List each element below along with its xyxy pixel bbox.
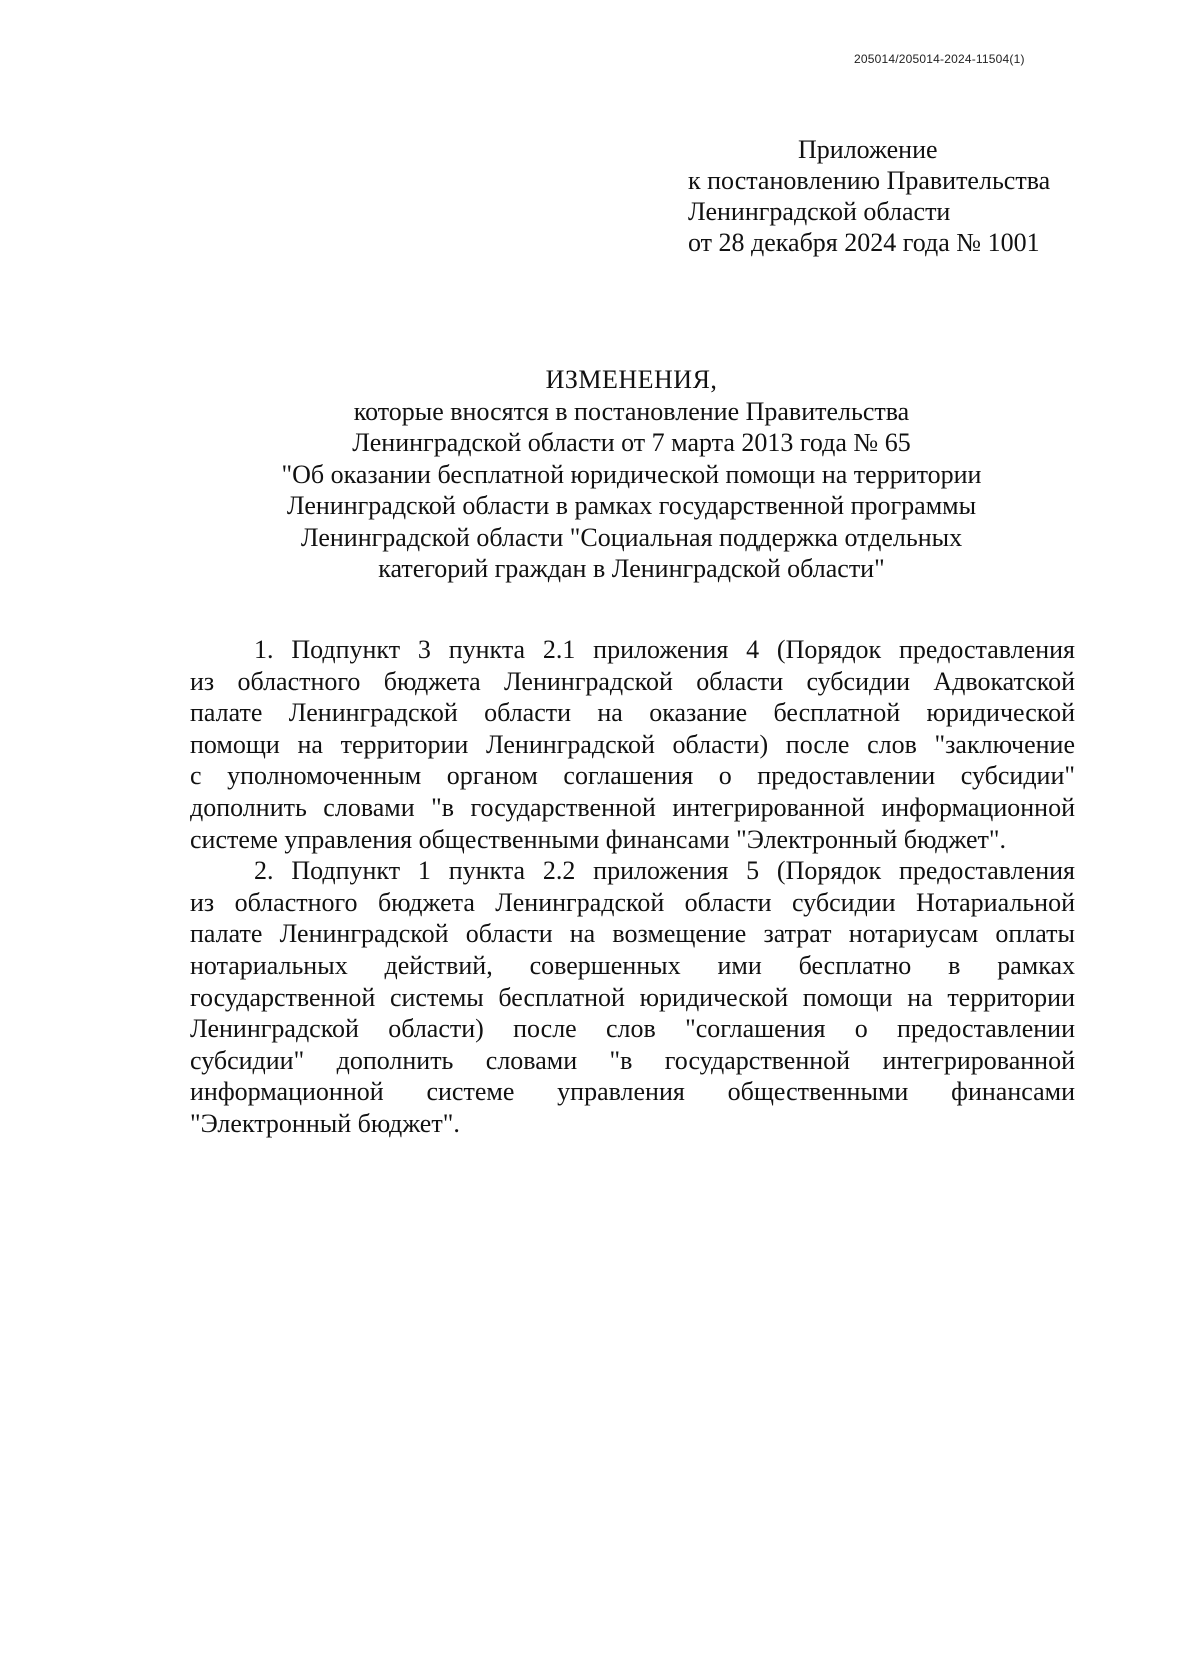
paragraph-line: палате Ленинградской области на оказание бесплатной юридической xyxy=(190,698,1075,728)
paragraph-line: 1. Подпункт 3 пункта 2.1 приложения 4 (Порядок предоставления xyxy=(254,635,1075,664)
appendix-line: от 28 декабря 2024 года № 1001 xyxy=(688,228,1040,257)
paragraph-line: с уполномоченным органом соглашения о предоставлении субсидии" xyxy=(190,761,1075,791)
paragraph-1 xyxy=(190,634,1075,855)
paragraph-line: помощи на территории Ленинградской области) после слов "заключение xyxy=(190,729,1075,759)
document-heading xyxy=(180,364,1083,585)
paragraph-line: системе управления общественными финансами "Электронный бюджет". xyxy=(190,824,1006,854)
paragraph-line: государственной системы бесплатной юридической помощи на территории xyxy=(190,982,1075,1012)
paragraph-line: субсидии" дополнить словами "в государственной интегрированной xyxy=(190,1045,1075,1075)
document-id: 205014/205014-2024-11504(1) xyxy=(854,52,1025,66)
paragraph-2 xyxy=(190,855,1075,1139)
appendix-line: Ленинградской области xyxy=(688,197,951,226)
heading-line: категорий граждан в Ленинградской области" xyxy=(378,554,885,583)
appendix-line: к постановлению Правительства xyxy=(688,166,1051,195)
heading-line: которые вносятся в постановление Правительства xyxy=(353,396,910,426)
document-body xyxy=(190,634,1075,1140)
heading-title: ИЗМЕНЕНИЯ, xyxy=(545,365,718,394)
paragraph-line: из областного бюджета Ленинградской области субсидии Нотариальной xyxy=(190,887,1075,917)
paragraph-line: дополнить словами "в государственной интегрированной информационной xyxy=(190,792,1075,822)
paragraph-line: "Электронный бюджет". xyxy=(190,1108,460,1138)
paragraph-line: из областного бюджета Ленинградской области субсидии Адвокатской xyxy=(190,666,1075,696)
appendix-line: Приложение xyxy=(798,135,938,164)
heading-line: Ленинградской области в рамках государственной программы xyxy=(286,491,977,520)
heading-line: Ленинградской области от 7 марта 2013 года № 65 xyxy=(352,428,911,457)
paragraph-line: нотариальных действий, совершенных ими бесплатно в рамках xyxy=(190,950,1075,980)
heading-line: "Об оказании бесплатной юридической помощи на территории xyxy=(281,459,982,489)
paragraph-line: 2. Подпункт 1 пункта 2.2 приложения 5 (Порядок предоставления xyxy=(254,856,1075,886)
appendix-block xyxy=(688,134,1050,258)
paragraph-line: палате Ленинградской области на возмещение затрат нотариусам оплаты xyxy=(190,919,1075,949)
paragraph-line: информационной системе управления общественными финансами xyxy=(190,1077,1075,1107)
heading-line: Ленинградской области "Социальная поддержка отдельных xyxy=(300,522,963,552)
paragraph-line: Ленинградской области) после слов "соглашения о предоставлении xyxy=(190,1014,1075,1044)
